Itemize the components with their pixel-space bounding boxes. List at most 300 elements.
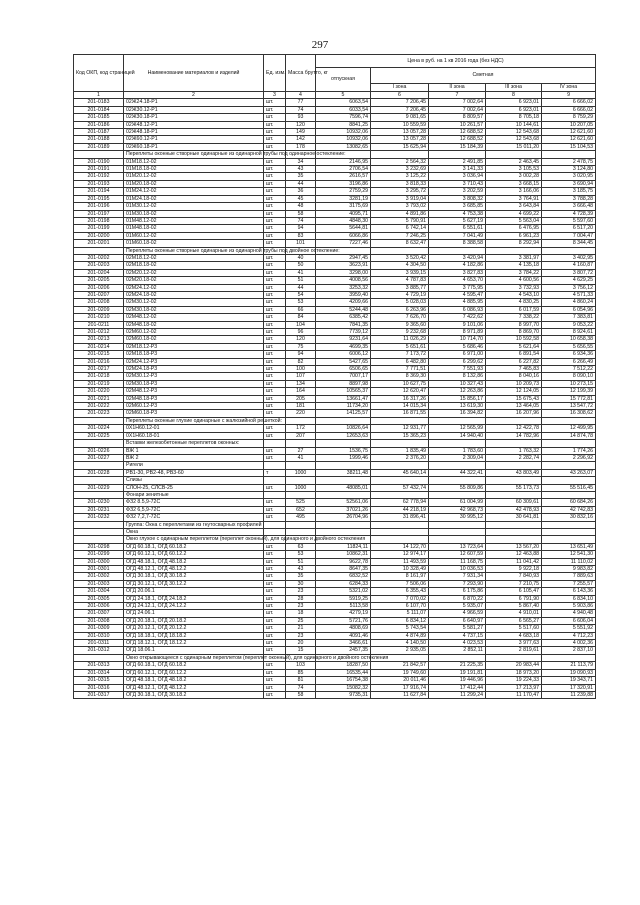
price-zone-3-cell: 16 207,96 [486,410,542,417]
price-zone-2-cell: 19 191,81 [429,669,486,676]
mass-cell: 21 [286,625,316,632]
table-row [74,425,596,432]
empty-cell [429,528,486,535]
unit-cell: шт. [264,240,286,247]
header-smetnaya: Сметная [371,68,596,84]
material-name-cell: ВЖ 1 [124,447,264,454]
unit-cell: шт. [264,143,286,150]
section-row [74,440,596,447]
price-release-cell: 16535,44 [316,669,371,676]
material-name-cell: ОГД 20.12.1, ОГД 20.12.2 [124,625,264,632]
price-zone-4-cell: 9 053,22 [542,321,596,328]
material-name-cell: 02Ж48.18-Р1 [124,129,264,136]
price-release-cell: 3298,00 [316,269,371,276]
price-release-cell: 7227,46 [316,240,371,247]
table-row [74,684,596,691]
unit-cell: шт. [264,114,286,121]
table-row [74,254,596,261]
table-row [74,432,596,439]
material-name-cell: 01М24.18-02 [124,195,264,202]
price-zone-3-cell: 8 292,94 [486,240,542,247]
okp-code-cell: 201-0186 [74,121,124,128]
section-title: Переплеты оконные створные одинарные из одинарной трубы под одинарное остекление: [124,151,264,158]
header-unit: Ед. изм. [264,55,286,92]
price-zone-3-cell: 2 463,45 [486,158,542,165]
material-name-cell: 01М48.18-02 [124,225,264,232]
table-row [74,469,596,476]
price-zone-1-cell: 4 729,19 [371,291,429,298]
price-zone-1-cell: 6 355,43 [371,588,429,595]
material-name-cell: 01М60.18-02 [124,240,264,247]
unit-cell: шт. [264,454,286,461]
empty-cell [371,477,429,484]
table-row [74,136,596,143]
okp-code-cell: 201-0301 [74,566,124,573]
price-release-cell: 3253,32 [316,284,371,291]
unit-cell: шт. [264,373,286,380]
unit-cell: шт. [264,366,286,373]
empty-cell [486,654,542,661]
price-zone-4-cell: 10 658,38 [542,336,596,343]
mass-cell: 120 [286,121,316,128]
price-zone-4-cell: 43 263,07 [542,469,596,476]
price-zone-3-cell: 2 819,61 [486,647,542,654]
table-row [74,603,596,610]
okp-code-cell: 201-0210 [74,314,124,321]
mass-cell: 82 [286,358,316,365]
price-release-cell: 5919,25 [316,595,371,602]
empty-cell [542,247,596,254]
empty-cell [486,462,542,469]
okp-code-cell: 201-0188 [74,136,124,143]
mass-cell: 54 [286,291,316,298]
mass-cell: 93 [286,114,316,121]
unit-cell: шт. [264,299,286,306]
empty-cell [316,528,371,535]
price-release-cell: 15082,32 [316,684,371,691]
section-row [74,462,596,469]
unit-cell: шт. [264,640,286,647]
table-row [74,210,596,217]
price-zone-4-cell: 19 343,71 [542,677,596,684]
price-release-cell: 10565,37 [316,388,371,395]
material-name-cell: ОГД 30.18.1, ОГД 30.18.2 [124,691,264,698]
unit-cell: шт. [264,269,286,276]
empty-cell [429,247,486,254]
price-zone-1-cell: 12 931,77 [371,425,429,432]
unit-cell: шт. [264,677,286,684]
price-release-cell: 10826,64 [316,425,371,432]
mass-cell: 50 [286,262,316,269]
empty-cell [264,477,286,484]
column-number: 9 [542,92,596,99]
price-zone-1-cell: 3 125,22 [371,173,429,180]
price-zone-3-cell: 6 017,59 [486,306,542,313]
price-release-cell: 5427,65 [316,358,371,365]
price-zone-2-cell: 6 551,61 [429,225,486,232]
price-zone-4-cell: 17 320,91 [542,684,596,691]
price-release-cell: 26704,96 [316,514,371,521]
price-zone-1-cell: 15 365,23 [371,432,429,439]
price-zone-3-cell: 15 675,43 [486,395,542,402]
okp-code-cell: 201-0229 [74,484,124,491]
price-zone-3-cell: 13 567,20 [486,543,542,550]
mass-cell: 120 [286,336,316,343]
mass-cell: 58 [286,210,316,217]
header-code: Код ОКП, код страницей [74,55,124,92]
price-release-cell: 10932,06 [316,136,371,143]
section-code-cell [74,536,124,543]
price-zone-1-cell: 16 317,26 [371,395,429,402]
okp-code-cell: 201-0197 [74,210,124,217]
price-zone-4-cell: 2 296,92 [542,454,596,461]
table-row [74,373,596,380]
mass-cell: 74 [286,684,316,691]
empty-cell [264,440,286,447]
price-release-cell: 5244,48 [316,306,371,313]
okp-code-cell: 201-0315 [74,677,124,684]
empty-cell [486,151,542,158]
price-zone-2-cell: 3 827,83 [429,269,486,276]
price-zone-2-cell: 55 809,86 [429,484,486,491]
material-name-cell: СЛОН-25, СЛСВ-25 [124,484,264,491]
okp-code-cell: 201-0299 [74,551,124,558]
price-zone-2-cell: 2 491,85 [429,158,486,165]
mass-cell: 181 [286,403,316,410]
okp-code-cell: 201-0201 [74,240,124,247]
material-name-cell: 0Х1Н60.18-01 [124,432,264,439]
price-zone-3-cell: 12 124,05 [486,388,542,395]
okp-code-cell: 201-0223 [74,410,124,417]
section-row [74,477,596,484]
price-release-cell: 6832,52 [316,573,371,580]
material-name-cell: ОГД 20.18.1, ОГД 20.18.2 [124,617,264,624]
table-row [74,351,596,358]
material-name-cell: 02Ж60.12-Р1 [124,136,264,143]
price-zone-3-cell: 14 782,96 [486,432,542,439]
price-zone-2-cell: 4 023,53 [429,640,486,647]
price-zone-1-cell: 44 218,19 [371,506,429,513]
material-name-cell: 01М18.12-02 [124,158,264,165]
price-zone-2-cell: 6 971,00 [429,351,486,358]
price-zone-1-cell: 6 742,14 [371,225,429,232]
table-body [74,99,596,699]
table-row [74,551,596,558]
price-zone-4-cell: 10 207,05 [542,121,596,128]
price-zone-3-cell: 5 517,60 [486,625,542,632]
material-name-cell: ОГД 60.18.1, ОГД 60.18.2 [124,662,264,669]
material-name-cell: 02Ж30.12-Р1 [124,106,264,113]
price-zone-2-cell: 7 041,49 [429,232,486,239]
unit-cell: шт. [264,684,286,691]
price-zone-3-cell: 7 338,22 [486,314,542,321]
price-zone-1-cell: 10 328,49 [371,566,429,573]
unit-cell: шт. [264,603,286,610]
table-row [74,617,596,624]
material-name-cell: ОГД 18.18.1, ОГД 18.18.2 [124,632,264,639]
material-name-cell: 01М20.12-02 [124,173,264,180]
price-release-cell: 4279,19 [316,610,371,617]
price-zone-2-cell: 16 394,82 [429,410,486,417]
table-row [74,291,596,298]
price-zone-2-cell: 3 775,95 [429,284,486,291]
price-zone-2-cell: 3 202,59 [429,188,486,195]
price-zone-3-cell: 3 002,28 [486,173,542,180]
mass-cell: 525 [286,499,316,506]
price-zone-2-cell: 8 388,58 [429,240,486,247]
price-zone-1-cell: 7 246,25 [371,232,429,239]
unit-cell: шт. [264,588,286,595]
okp-code-cell: 201-0207 [74,291,124,298]
price-zone-4-cell: 3 807,72 [542,269,596,276]
column-number: 7 [429,92,486,99]
price-release-cell: 2457,35 [316,647,371,654]
price-zone-4-cell: 14 874,78 [542,432,596,439]
price-zone-4-cell: 12 199,39 [542,388,596,395]
price-zone-1-cell: 2 376,20 [371,454,429,461]
price-zone-2-cell: 10 036,53 [429,566,486,573]
section-code-cell [74,151,124,158]
table-row [74,321,596,328]
okp-code-cell: 201-0211 [74,321,124,328]
price-zone-2-cell: 3 420,94 [429,254,486,261]
header-mass: Масса брутто, кг [286,55,316,92]
table-row [74,677,596,684]
price-zone-1-cell: 8 369,30 [371,373,429,380]
price-zone-4-cell: 16 308,62 [542,410,596,417]
table-row [74,647,596,654]
price-zone-1-cell: 11 493,59 [371,558,429,565]
price-zone-2-cell: 13 723,64 [429,543,486,550]
price-zone-1-cell: 9 081,65 [371,114,429,121]
price-release-cell: 18287,50 [316,662,371,669]
okp-code-cell: 201-0191 [74,166,124,173]
material-name-cell: ОГД 48.18.1, ОГД 48.18.2 [124,677,264,684]
section-title: Окно открывающееся с одинарным переплетом (переплет оконный), для одинарного и двойного остекления [124,654,264,661]
mass-cell: 104 [286,321,316,328]
table-row [74,188,596,195]
price-release-cell: 38211,48 [316,469,371,476]
price-zone-3-cell: 6 923,01 [486,106,542,113]
material-name-cell: 01М30.18-02 [124,210,264,217]
unit-cell: шт. [264,632,286,639]
price-zone-3-cell: 3 977,63 [486,640,542,647]
price-zone-4-cell: 4 629,25 [542,277,596,284]
unit-cell: шт. [264,121,286,128]
price-zone-1-cell: 2 564,32 [371,158,429,165]
price-zone-3-cell: 13 464,05 [486,403,542,410]
price-release-cell: 14125,57 [316,410,371,417]
mass-cell: 20 [286,640,316,647]
section-row [74,536,596,543]
price-zone-3-cell: 11 170,47 [486,691,542,698]
table-row [74,240,596,247]
price-zone-2-cell: 6 640,97 [429,617,486,624]
mass-cell: 53 [286,551,316,558]
price-zone-3-cell: 12 422,78 [486,425,542,432]
okp-code-cell: 201-0311 [74,640,124,647]
price-zone-4-cell: 3 185,75 [542,188,596,195]
mass-cell: 48 [286,203,316,210]
unit-cell: шт. [264,425,286,432]
price-release-cell: 2616,57 [316,173,371,180]
price-zone-3-cell: 5 867,40 [486,603,542,610]
price-zone-3-cell: 8 040,16 [486,373,542,380]
price-zone-1-cell: 14 122,70 [371,543,429,550]
material-name-cell: ФЗ2 7,2,7-72С [124,514,264,521]
price-zone-3-cell: 6 891,54 [486,351,542,358]
empty-cell [486,528,542,535]
section-row [74,151,596,158]
column-number: 3 [264,92,286,99]
material-name-cell: ОГД 24.18.1, ОГД 24.18.2 [124,595,264,602]
price-zone-1-cell: 7 206,45 [371,99,429,106]
material-name-cell: ОГД 18.12.1, ОГД 18.12.2 [124,640,264,647]
unit-cell: шт. [264,232,286,239]
empty-cell [316,440,371,447]
mass-cell: 81 [286,677,316,684]
price-zone-2-cell: 21 225,35 [429,662,486,669]
material-name-cell: 02М18.18-02 [124,262,264,269]
header-price-caption: Цена в руб. на 1 кв 2016 года (без НДС) [316,55,596,68]
empty-cell [264,491,286,498]
header-zone-1: I зона [371,84,429,92]
table-row [74,217,596,224]
okp-code-cell: 201-0312 [74,647,124,654]
unit-cell: шт. [264,647,286,654]
price-zone-3-cell: 43 803,49 [486,469,542,476]
price-zone-1-cell: 13 057,28 [371,136,429,143]
material-name-cell: ОГД 30.12.1, ОГД 30.12.2 [124,580,264,587]
price-zone-4-cell: 5 597,60 [542,217,596,224]
mass-cell: 36 [286,188,316,195]
section-row [74,417,596,424]
okp-code-cell: 201-0304 [74,588,124,595]
price-zone-1-cell: 7 626,70 [371,314,429,321]
section-title: Переплеты оконные глухие одинарные с жалюзийной решеткой: [124,417,264,424]
price-release-cell: 6063,54 [316,99,371,106]
material-name-cell: 02Ж30.18-Р1 [124,114,264,121]
price-zone-4-cell: 42 742,83 [542,506,596,513]
price-release-cell: 4209,66 [316,299,371,306]
material-name-cell: 02М30.12-02 [124,299,264,306]
material-name-cell: ОГД 48.18.1, ОГД 48.18.2 [124,558,264,565]
unit-cell: шт. [264,580,286,587]
price-zone-2-cell: 42 968,73 [429,506,486,513]
price-zone-2-cell: 5 686,46 [429,343,486,350]
material-name-cell: 02М24.12-02 [124,284,264,291]
price-release-cell: 9622,78 [316,558,371,565]
mass-cell: 23 [286,632,316,639]
section-code-cell [74,521,124,528]
unit-cell: шт. [264,595,286,602]
mass-cell: 1000 [286,484,316,491]
price-release-cell: 4699,35 [316,343,371,350]
empty-cell [542,477,596,484]
empty-cell [542,151,596,158]
table-row [74,691,596,698]
price-zone-1-cell: 3 885,77 [371,284,429,291]
okp-code-cell: 201-0303 [74,580,124,587]
empty-cell [486,491,542,498]
price-release-cell: 10862,31 [316,551,371,558]
empty-cell [316,417,371,424]
price-zone-4-cell: 8 090,10 [542,373,596,380]
price-zone-2-cell: 10 327,43 [429,380,486,387]
mass-cell: 18 [286,610,316,617]
price-zone-3-cell: 4 600,56 [486,277,542,284]
okp-code-cell: 201-0205 [74,277,124,284]
table-row [74,173,596,180]
mass-cell: 94 [286,225,316,232]
price-zone-4-cell: 4 002,36 [542,640,596,647]
mass-cell: 172 [286,425,316,432]
price-zone-2-cell: 19 446,96 [429,677,486,684]
price-zone-2-cell: 4 753,38 [429,210,486,217]
price-zone-3-cell: 5 563,04 [486,217,542,224]
unit-cell: шт. [264,284,286,291]
empty-cell [371,491,429,498]
price-release-cell: 10932,06 [316,129,371,136]
price-zone-1-cell: 5 790,91 [371,217,429,224]
table-row [74,262,596,269]
price-zone-1-cell: 5 651,61 [371,343,429,350]
material-name-cell: 01М48.12-02 [124,217,264,224]
material-name-cell: 0Х1Н60.12-01 [124,425,264,432]
price-zone-1-cell: 6 834,12 [371,617,429,624]
price-zone-1-cell: 13 057,28 [371,129,429,136]
material-name-cell: 02М30.18-02 [124,306,264,313]
empty-cell [486,417,542,424]
price-zone-3-cell: 3 643,84 [486,203,542,210]
unit-cell: шт. [264,277,286,284]
price-zone-2-cell: 3 808,32 [429,195,486,202]
price-zone-1-cell: 6 263,96 [371,306,429,313]
mass-cell: 134 [286,380,316,387]
price-zone-3-cell: 4 910,01 [486,610,542,617]
material-name-cell: 02М18.12-Р3 [124,343,264,350]
material-name-cell: ОГД 48.12.1, ОГД 48.12.2 [124,566,264,573]
price-zone-1-cell: 6 107,70 [371,603,429,610]
price-zone-4-cell: 6 934,36 [542,351,596,358]
okp-code-cell: 201-0228 [74,469,124,476]
price-zone-1-cell: 7 771,51 [371,366,429,373]
table-row [74,166,596,173]
mass-cell: 40 [286,254,316,261]
mass-cell: 94 [286,351,316,358]
okp-code-cell: 201-0200 [74,232,124,239]
material-name-cell: 02М48.12-Р3 [124,388,264,395]
price-zone-3-cell: 10 209,73 [486,380,542,387]
price-release-cell: 4095,71 [316,210,371,217]
unit-cell: шт. [264,136,286,143]
table-row [74,558,596,565]
empty-cell [429,654,486,661]
price-zone-4-cell: 15 104,53 [542,143,596,150]
table-row [74,336,596,343]
material-name-cell: 02М60.12-02 [124,329,264,336]
price-zone-3-cell: 19 224,33 [486,677,542,684]
price-zone-1-cell: 3 919,04 [371,195,429,202]
mass-cell: 34 [286,158,316,165]
price-zone-1-cell: 31 896,41 [371,514,429,521]
okp-code-cell: 201-0221 [74,395,124,402]
empty-cell [542,654,596,661]
section-title: Окна [124,528,264,535]
price-zone-3-cell: 60 309,61 [486,499,542,506]
price-zone-3-cell: 3 764,91 [486,195,542,202]
empty-cell [371,462,429,469]
